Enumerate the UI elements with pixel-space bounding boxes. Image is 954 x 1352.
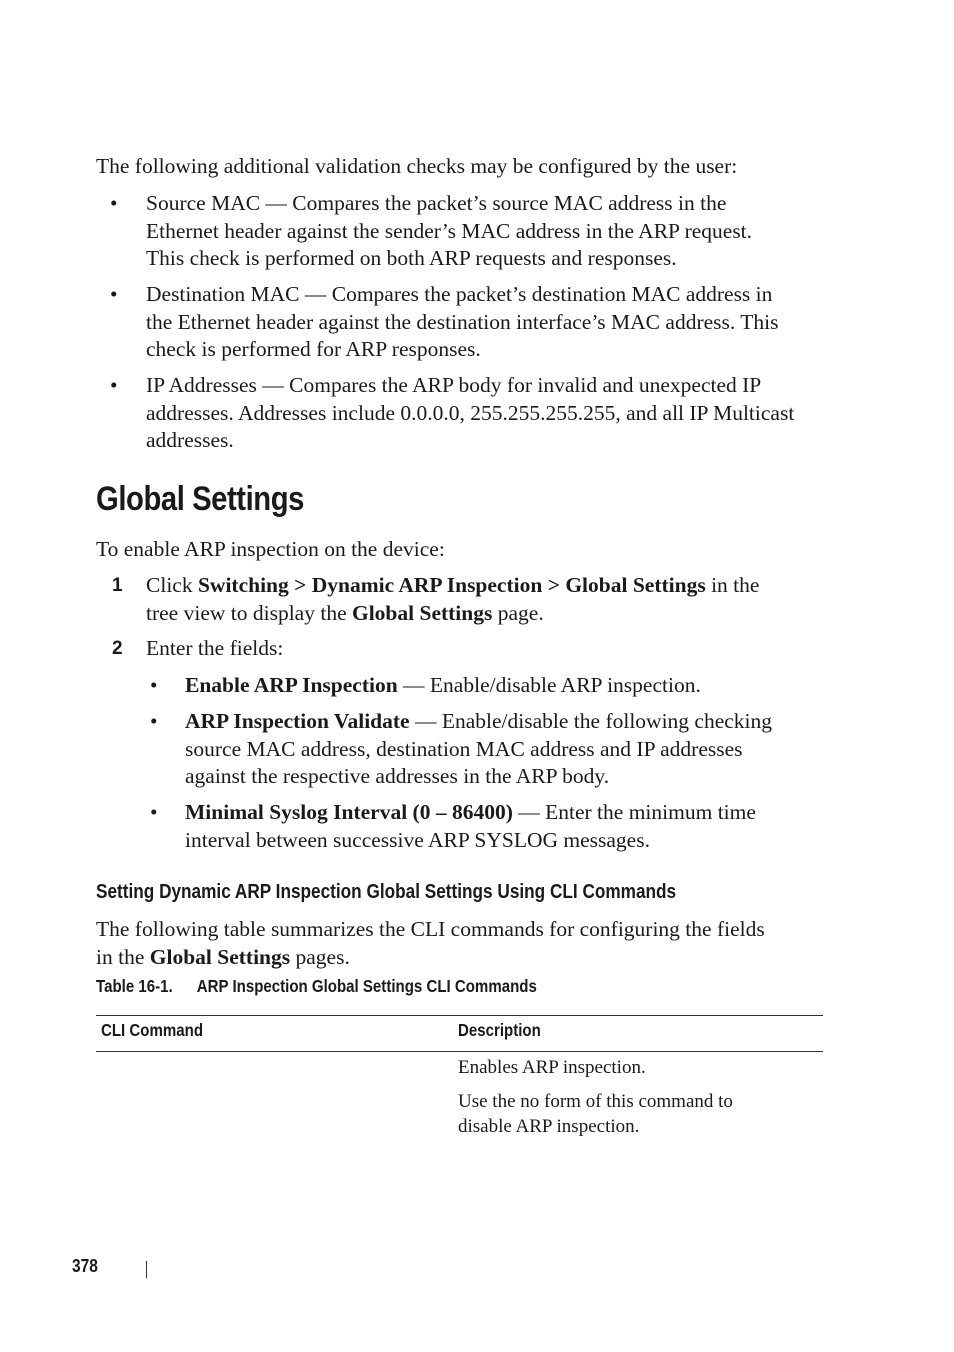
- table-caption: [96, 976, 537, 997]
- field-description: interval between successive ARP SYSLOG messages.: [185, 827, 650, 852]
- column-header: Description: [458, 1020, 541, 1040]
- page-number: 378: [72, 1256, 98, 1276]
- field-name: Enable ARP Inspection: [185, 673, 398, 697]
- field-name: Minimal Syslog Interval (0 – 86400): [185, 800, 513, 824]
- bullet-line: This check is performed on both ARP requests and responses.: [146, 246, 677, 270]
- bullet-marker: •: [150, 709, 158, 733]
- bullet-line: addresses.: [146, 428, 234, 452]
- field-description: against the respective addresses in the ARP body.: [185, 764, 610, 788]
- step-number: 2: [112, 638, 123, 659]
- table-title: ARP Inspection Global Settings CLI Commands: [196, 976, 537, 996]
- field-description: — Enable/disable ARP inspection.: [397, 673, 701, 697]
- bullet-line: Destination MAC — Compares the packet’s destination MAC address in: [146, 282, 773, 306]
- step-text: in the: [711, 573, 760, 597]
- field-description: — Enable/disable the following checking: [409, 709, 773, 733]
- description-cell: Use the no form of this command to disable ARP inspection.: [458, 1091, 733, 1137]
- table-intro: The following table summarizes the CLI commands for configuring the fields in the Global Settings pages.: [96, 917, 765, 969]
- bullet-marker: •: [150, 800, 158, 824]
- menu-path: Switching > Dynamic ARP Inspection > Global Settings: [197, 573, 706, 597]
- bullet-marker: •: [110, 373, 118, 397]
- field-description: source MAC address, destination MAC address and IP addresses: [185, 736, 743, 761]
- step-text: page.: [497, 600, 544, 625]
- table-header-rule: [96, 1051, 823, 1052]
- bullet-marker: •: [110, 191, 118, 215]
- field-name: ARP Inspection Validate: [185, 709, 410, 733]
- subsection-heading: Setting Dynamic ARP Inspection Global Settings Using CLI Commands: [96, 881, 677, 903]
- page-name: Global Settings: [351, 600, 493, 625]
- bullet-marker: •: [110, 282, 118, 306]
- enable-intro: To enable ARP inspection on the device:: [96, 537, 445, 561]
- field-description: — Enter the minimum time: [512, 800, 756, 824]
- section-heading: Global Settings: [96, 480, 304, 518]
- bullet-marker: •: [150, 673, 158, 697]
- step-number: 1: [112, 575, 123, 596]
- table-label: Table 16-1.: [96, 976, 173, 996]
- column-header: CLI Command: [101, 1020, 204, 1040]
- bullet-line: the Ethernet header against the destination interface’s MAC address. This: [146, 309, 779, 334]
- intro-paragraph: The following additional validation checks may be configured by the user:: [96, 154, 738, 178]
- bullet-line: Ethernet header against the sender’s MAC address in the ARP request.: [146, 218, 753, 243]
- step-text: Enter the fields:: [146, 636, 284, 660]
- bullet-line: check is performed for ARP responses.: [146, 337, 481, 361]
- bullet-line: Source MAC — Compares the packet’s source MAC address in the: [146, 191, 727, 215]
- step-text: tree view to display the: [146, 600, 347, 625]
- step-text: Click: [146, 573, 193, 597]
- bullet-line: addresses. Addresses include 0.0.0.0, 255.255.255.255, and all IP Multicast: [146, 400, 795, 425]
- table-top-rule: [96, 1015, 823, 1016]
- bullet-line: IP Addresses — Compares the ARP body for invalid and unexpected IP: [146, 373, 762, 397]
- description-cell: Enables ARP inspection.: [458, 1057, 646, 1078]
- footer-divider: [146, 1261, 147, 1278]
